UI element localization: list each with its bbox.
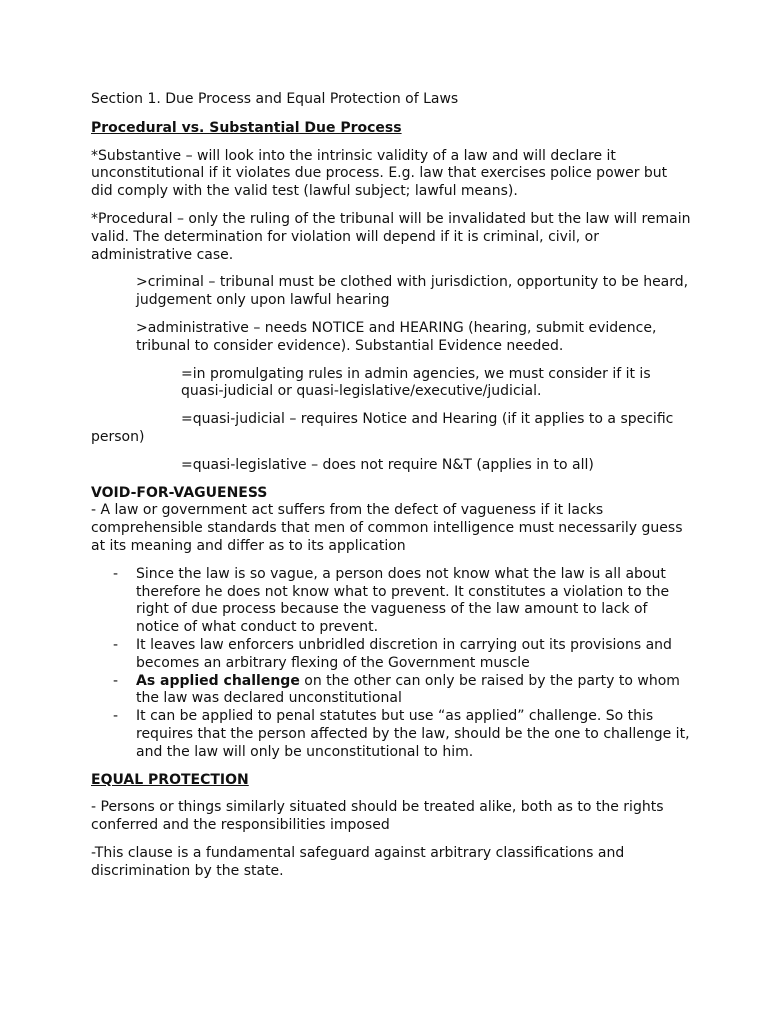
bullet-bold-term: As applied challenge xyxy=(136,672,300,689)
vagueness-intro: - A law or government act suffers from the defect of vagueness if it lacks comprehensible standards that men of common intelligence must necessarily guess at its meaning and differ as to its application xyxy=(91,502,683,554)
bullet-dash: - xyxy=(113,636,119,653)
due-process-heading: Procedural vs. Substantial Due Process xyxy=(91,119,402,136)
section-title: Section 1. Due Process and Equal Protection of Laws xyxy=(91,91,459,107)
substantive-paragraph: *Substantive – will look into the intrinsic validity of a law and will declare it unconstitutional if it violates due process. E.g. law that exercises police power but did comply with the valid test (lawful subject; lawful means). xyxy=(91,147,668,200)
bullet-text: It can be applied to penal statutes but use “as applied” challenge. So this requires that the person affected by the law, should be the one to challenge it, and the law will only be unconstitutional to him. xyxy=(136,708,690,760)
vagueness-bullet-list xyxy=(91,566,691,762)
administrative-paragraph: >administrative – needs NOTICE and HEARING (hearing, submit evidence, tribunal to consider evidence). Substantial Evidence needed. xyxy=(136,319,657,354)
list-item xyxy=(91,566,691,637)
bullet-dash: - xyxy=(113,672,119,689)
bullet-text: Since the law is so vague, a person does not know what the law is all about therefore he does not know what to prevent. It constitutes a violation to the right of due process because the vagueness of the law amount to lack of notice of what conduct to prevent. xyxy=(136,565,670,636)
equal-protection-paragraph-1: - Persons or things similarly situated should be treated alike, both as to the rights conferred and the responsibilities imposed xyxy=(91,799,664,834)
vagueness-heading: VOID-FOR-VAGUENESS xyxy=(91,484,268,501)
bullet-dash: - xyxy=(113,565,119,582)
bullet-text: It leaves law enforcers unbridled discretion in carrying out its provisions and becomes an arbitrary flexing of the Government muscle xyxy=(136,636,672,671)
quasi-legislative-paragraph: =quasi-legislative – does not require N&T (applies in to all) xyxy=(181,456,594,473)
rules-note-paragraph: =in promulgating rules in admin agencies, we must consider if it is quasi-judicial or quasi-legislative/executive/judicial. xyxy=(181,365,651,400)
list-item xyxy=(91,708,691,761)
criminal-paragraph: >criminal – tribunal must be clothed with jurisdiction, opportunity to be heard, judgement only upon lawful hearing xyxy=(136,274,689,309)
equal-protection-paragraph-2: -This clause is a fundamental safeguard against arbitrary classifications and discrimination by the state. xyxy=(91,844,625,879)
procedural-paragraph: *Procedural – only the ruling of the tribunal will be invalidated but the law will remain valid. The determination for violation will depend if it is criminal, civil, or administrative case. xyxy=(91,210,691,263)
list-item xyxy=(91,637,691,673)
list-item xyxy=(91,673,691,709)
bullet-dash: - xyxy=(113,708,119,725)
quasi-judicial-paragraph: =quasi-judicial – requires Notice and Hearing (if it applies to a specific person) xyxy=(91,411,674,445)
document-body xyxy=(91,91,691,890)
bullet-text: on the other can only be raised by the party to whom the law was declared unconstitutional xyxy=(136,672,680,707)
equal-protection-heading: EQUAL PROTECTION xyxy=(91,771,249,788)
